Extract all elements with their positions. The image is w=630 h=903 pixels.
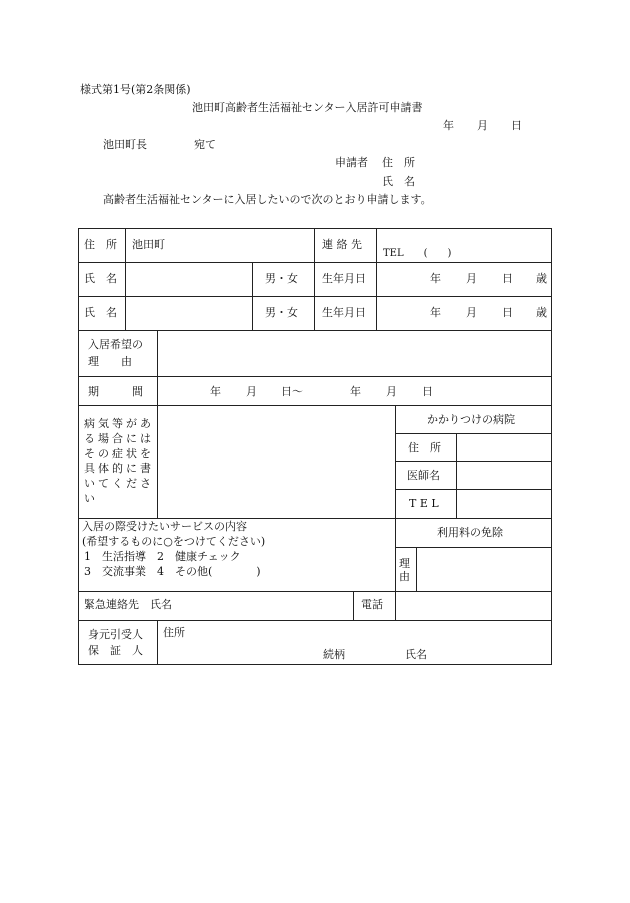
tel-field[interactable]: TEL ( ) <box>383 248 452 259</box>
reason-label-line2: 理 由 <box>88 355 132 368</box>
relationship-label: 続柄 <box>323 648 345 661</box>
name-label-2: 氏 名 <box>84 306 117 319</box>
application-statement: 高齢者生活福祉センターに入居したいので次のとおり申請します。 <box>103 193 432 206</box>
gender-2[interactable]: 男・女 <box>265 306 298 319</box>
hospital-address-label: 住 所 <box>408 441 441 454</box>
phone-label: 電話 <box>361 598 383 611</box>
date-year: 年 <box>443 119 454 132</box>
services-note: (希望するものに○をつけてください) <box>82 535 266 548</box>
illness-label-line3: その症状を <box>84 447 154 460</box>
birth-year-2: 年 <box>430 306 441 319</box>
reason-label-line1: 入居希望の <box>88 338 143 351</box>
guarantor-label-line2: 保 証 人 <box>88 644 143 657</box>
illness-label-line5: いてくださ <box>84 477 154 490</box>
age-suffix-2: 歳 <box>536 306 547 319</box>
service-options-row1[interactable]: 1 生活指導 2 健康チェック <box>84 550 241 563</box>
birth-year-1: 年 <box>430 272 441 285</box>
form-number: 様式第1号(第2条関係) <box>80 83 191 96</box>
service-options-row2[interactable]: 3 交流事業 4 その他( ) <box>84 565 261 578</box>
emergency-contact-label: 緊急連絡先 氏名 <box>84 598 172 611</box>
age-suffix-1: 歳 <box>536 272 547 285</box>
date-day: 日 <box>511 119 522 132</box>
period-start-month: 月 <box>246 385 257 398</box>
birthdate-label-2: 生年月日 <box>322 306 366 319</box>
hospital-label: かかりつけの病院 <box>427 413 515 426</box>
services-title: 入居の際受けたいサービスの内容 <box>82 520 247 533</box>
birth-month-1: 月 <box>466 272 477 285</box>
period-label: 期 間 <box>88 385 143 398</box>
guarantor-label-line1: 身元引受人 <box>88 628 143 641</box>
period-end-year: 年 <box>350 385 361 398</box>
name-label-1: 氏 名 <box>84 272 117 285</box>
birthdate-label-1: 生年月日 <box>322 272 366 285</box>
illness-label-line1: 病気等があ <box>84 417 154 430</box>
addressee: 池田町長 <box>103 138 147 151</box>
contact-label: 連 絡 先 <box>322 238 362 251</box>
gender-1[interactable]: 男・女 <box>265 272 298 285</box>
date-month: 月 <box>477 119 488 132</box>
form-title: 池田町高齢者生活福祉センター入居許可申請書 <box>192 101 423 114</box>
address-value[interactable]: 池田町 <box>132 238 165 251</box>
illness-label-line4: 具体的に書 <box>84 462 154 475</box>
fee-reason-label-line1: 理 <box>399 557 410 570</box>
period-end-month: 月 <box>386 385 397 398</box>
period-end-day: 日 <box>422 385 433 398</box>
birth-day-2: 日 <box>502 306 513 319</box>
period-start-year: 年 <box>210 385 221 398</box>
address-label: 住 所 <box>84 238 117 251</box>
illness-label-line6: い <box>84 492 95 505</box>
applicant-address-label: 住 所 <box>382 156 415 169</box>
applicant-name-label: 氏 名 <box>382 175 415 188</box>
addressee-suffix: 宛て <box>194 138 216 151</box>
fee-reason-label-line2: 由 <box>399 570 410 583</box>
guarantor-address-label: 住所 <box>163 626 185 639</box>
birth-month-2: 月 <box>466 306 477 319</box>
hospital-tel-label: T E L <box>409 497 439 510</box>
illness-label-line2: る場合には <box>84 432 154 445</box>
birth-day-1: 日 <box>502 272 513 285</box>
guarantor-name-label: 氏名 <box>405 648 427 661</box>
period-start-day: 日～ <box>281 385 303 398</box>
applicant-label: 申請者 <box>335 156 368 169</box>
fee-exemption-label: 利用料の免除 <box>437 526 503 539</box>
doctor-label: 医師名 <box>407 469 440 482</box>
